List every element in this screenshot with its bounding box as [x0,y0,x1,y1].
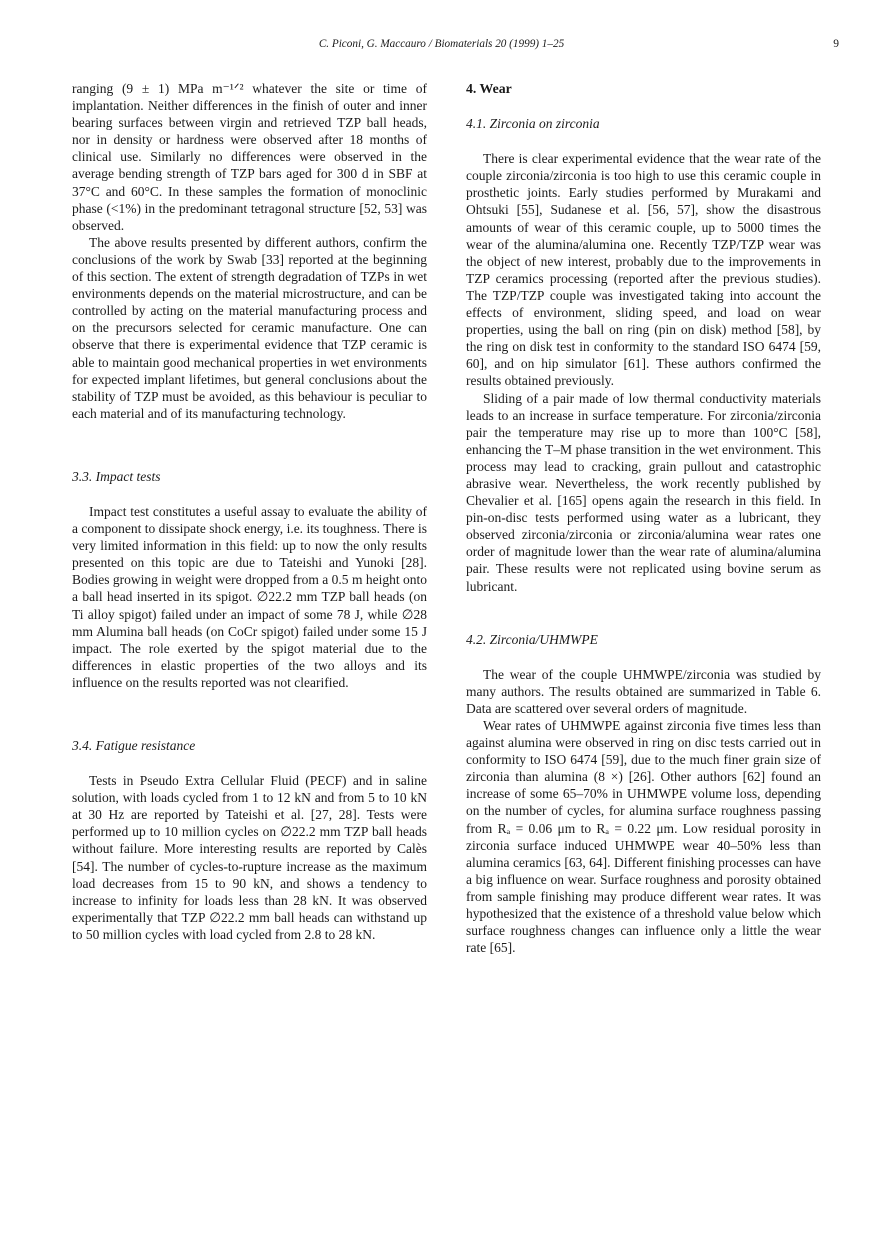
running-head: C. Piconi, G. Maccauro / Biomaterials 20 (1999) 1–25 [318,38,565,50]
paragraph: Sliding of a pair made of low thermal conductivity materials leads to an increase in surface temperature. For zirconia/zirconia pair the temperature may rise up to more than 100°C [58], enhancing the T–M phase transition in the wet environment. This process may lead to cracking, grain pullout and catastrophic abrasive wear. Nevertheless, the work recently published by Chevalier et al. [165] opens again the research in this field. In pin-on-disc tests performed using water as a lubricant, they observed zirconia/zirconia or zirconia/alumina wear rates one order of magnitude lower than the wear rate of alumina/alumina pair. These results were not replicated using bovine serum as lubricant. [466,390,821,594]
paragraph: Tests in Pseudo Extra Cellular Fluid (PECF) and in saline solution, with loads cycled from 1 to 12 kN and from 5 to 10 kN at 30 Hz are reported by Tateishi et al. [27, 28]. Tests were performed up to 10 million cycles on ∅22.2 mm TZP ball heads without failure. More interesting results are reported by Calès [54]. The number of cycles-to-rupture increase as the maximum load decreases from 15 to 90 kN, and shows a tendency to increase to infinity for loads less than 28 kN. It was observed experimentally that TZP ∅22.2 mm ball heads can withstand up to 50 million cycles with load cycled from 2.8 to 28 kN. [72,773,427,942]
right-column [466,80,821,956]
section-heading-3-4: 3.4. Fatigue resistance [72,738,196,753]
left-column [72,80,427,943]
paragraph: The above results presented by different authors, confirm the conclusions of the work by Swab [33] reported at the beginning of this section. The extent of strength degradation of TZPs in wet environments depends on the material microstructure, and can be controlled by acting on the material manufacturing process and on the precursors selected for ceramic manufacture. One can observe that there is experimental evidence that TZP ceramic is able to maintain good mechanical properties in wet environments for expected implant lifetimes, but general conclusions about the stability of TZP must be avoided, as this behaviour is peculiar to each material and of its manufacturing technology. [72,234,427,421]
paragraph: The wear of the couple UHMWPE/zirconia was studied by many authors. The results obtained are summarized in Table 6. Data are scattered over several orders of magnitude. [466,666,821,716]
section-heading-4-2: 4.2. Zirconia/UHMWPE [466,631,598,647]
section-heading-4-1: 4.1. Zirconia on zirconia [466,116,600,132]
section-heading-4: 4. Wear [466,81,512,96]
paragraph: Impact test constitutes a useful assay to evaluate the ability of a component to dissipate shock energy, i.e. its toughness. There is very limited information in this field: up to now the only results presented on this topic are due to Tateishi and Yunoki [28]. Bodies growing in weight were dropped from a 0.5 m height onto a ball head inserted in its spigot. ∅22.2 mm TZP ball heads (on Ti alloy spigot) failed under an impact of some 78 J, while ∅28 mm Alumina ball heads (on CoCr spigot) failed under some 15 J impact. The role exerted by the spigot material due to the differences in elastic properties of the two alloys and its influence on the results reported was not clearified. [72,503,427,690]
paragraph: Wear rates of UHMWPE against zirconia five times less than against alumina were observed in ring on disc tests carried out in conformity to ISO 6474 [59], due to the much finer grain size of zirconia than alumina (8 ×) [26]. Other authors [62] found an increase of some 65–70% in UHMWPE volume loss, depending on the number of cycles, for alumina surface roughness passing from Rₐ = 0.06 μm to Rₐ = 0.22 μm. Low residual porosity in zirconia surface induced UHMWPE wear 40–50% less than alumina ceramics [63, 64]. Different finishing processes can have a big influence on wear. Surface roughness and porosity obtained from sample finishing may produce different wear rates. It was hypothesized that the existence of a threshold value below which surface roughness changes can influence only a little the wear rate [65]. [466,718,821,956]
paragraph: There is clear experimental evidence that the wear rate of the couple zirconia/zirconia is too high to use this ceramic couple in prosthetic joints. Early studies performed by Murakami and Ohtsuki [55], Sudanese et al. [56, 57], show the disastrous amounts of wear of this ceramic couple, up to 5000 times the wear of the alumina/alumina one. Recently TZP/TZP wear was the object of new interest, probably due to the improvements in TZP ceramics processing (reported after the previous studies). The TZP/TZP couple was investigated taking into account the effects of environment, sliding speed, and load on wear properties, using the ball on ring (pin on disk) method [58], by the ring on disk test in conformity to the standard ISO 6474 [59, 60], and on hip simulator [61]. These authors confirmed the results obtained previously. [466,151,821,389]
page-number: 9 [833,38,839,50]
section-heading-3-3: 3.3. Impact tests [72,468,161,484]
paragraph: ranging (9 ± 1) MPa m⁻¹ᐟ² whatever the site or time of implantation. Neither differences in the finish of outer and inner bearing surfaces between virgin and retrieved TZP ball heads, nor in density or hardness were observed after 18 months of clinical use. Similarly no differences were observed in the average bending strength of TZP bars aged for 300 d in SBF at 37°C and 60°C. In these samples the formation of monoclinic phase (<1%) in the predominant tetragonal structure [52, 53] was observed. [72,81,427,233]
